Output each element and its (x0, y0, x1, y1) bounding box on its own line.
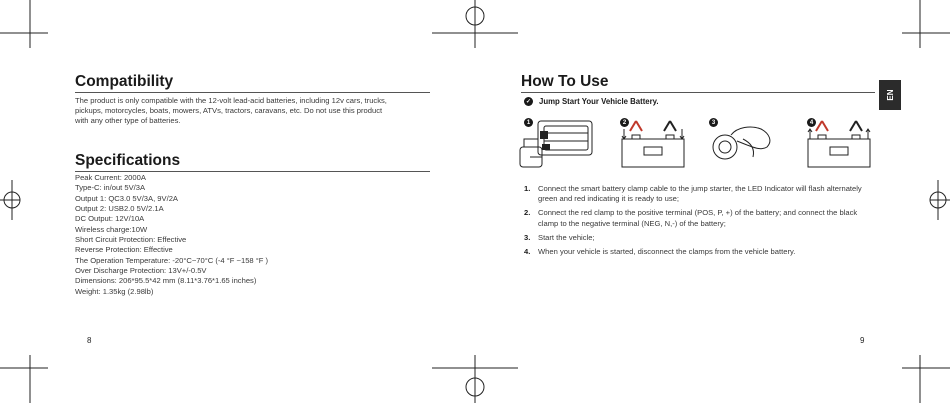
step-text: Connect the red clamp to the positive terminal (POS, P, +) of the battery; and connect the black clamp to the negative terminal (NEG, N,-) of the battery; (538, 208, 858, 228)
compatibility-line: with any other type of batteries. (75, 116, 181, 126)
step-text: When your vehicle is started, disconnect the clamps from the vehicle battery. (538, 246, 796, 256)
steps-list (524, 184, 874, 260)
spec-item: Peak Current: 2000A (75, 173, 146, 182)
spec-item: DC Output: 12V/10A (75, 214, 145, 224)
battery-clamps-illustration (614, 117, 690, 171)
language-tab (879, 80, 901, 110)
spec-item: Reverse Protection: Effective (75, 245, 173, 255)
specifications-heading: Specifications (75, 152, 181, 169)
specifications-rule (75, 171, 430, 172)
compatibility-line: The product is only compatible with the 12-volt lead-acid batteries, including 12v cars, trucks, (75, 96, 387, 105)
figure-badge: 4 (807, 118, 816, 127)
step-item (524, 208, 874, 229)
compatibility-text (75, 96, 387, 127)
step-number: 2. (524, 208, 531, 218)
step-item (524, 184, 874, 205)
step-text: Start the vehicle; (538, 232, 595, 242)
compatibility-heading: Compatibility (75, 73, 174, 90)
specifications-list (75, 173, 268, 297)
checkmark-icon: ✓ (525, 99, 532, 105)
section-subtitle (524, 97, 659, 106)
step-item (524, 233, 874, 243)
how-to-use-rule (521, 92, 875, 93)
spec-item: The Operation Temperature: -20°C~70°C (-4 °F ~158 °F ) (75, 255, 269, 265)
spec-item: Over Discharge Protection: 13V+/-0.5V (75, 266, 207, 276)
disconnect-clamps-illustration (800, 117, 876, 171)
jump-starter-illustration (518, 117, 594, 171)
step-number: 3. (524, 232, 531, 242)
language-tab-label: EN (885, 89, 895, 101)
ignition-key-illustration (703, 117, 779, 171)
step-number: 4. (524, 246, 531, 256)
page-number-right: 9 (860, 336, 865, 345)
step-number: 1. (524, 184, 531, 193)
compatibility-rule (75, 92, 430, 93)
spec-item: Short Circuit Protection: Effective (75, 235, 187, 245)
figure-badge: 2 (620, 118, 629, 127)
subtitle-text: Jump Start Your Vehicle Battery. (539, 97, 659, 106)
step-item (524, 247, 874, 257)
figure-badge: 1 (524, 118, 533, 127)
spec-item: Dimensions: 206*95.5*42 mm (8.11*3.76*1.65 inches) (75, 276, 257, 286)
page-number-left: 8 (87, 336, 92, 345)
spec-item: Weight: 1.35kg (2.98lb) (75, 286, 154, 296)
spec-item: Wireless charge:10W (75, 224, 148, 234)
step-text: Connect the smart battery clamp cable to the jump starter, the LED Indicator will flash alternately green and red indicating it is ready to use; (538, 184, 862, 204)
spec-item: Output 1: QC3.0 5V/3A, 9V/2A (75, 193, 178, 203)
compatibility-line: pickups, motorcycles, boats, mowers, ATVs, tractors, caravans, etc. Do not use this product (75, 106, 383, 116)
spec-item: Output 2: USB2.0 5V/2.1A (75, 204, 164, 214)
how-to-use-heading: How To Use (521, 73, 609, 90)
figure-badge: 3 (709, 118, 718, 127)
spec-item: Type-C: in/out 5V/3A (75, 183, 146, 193)
